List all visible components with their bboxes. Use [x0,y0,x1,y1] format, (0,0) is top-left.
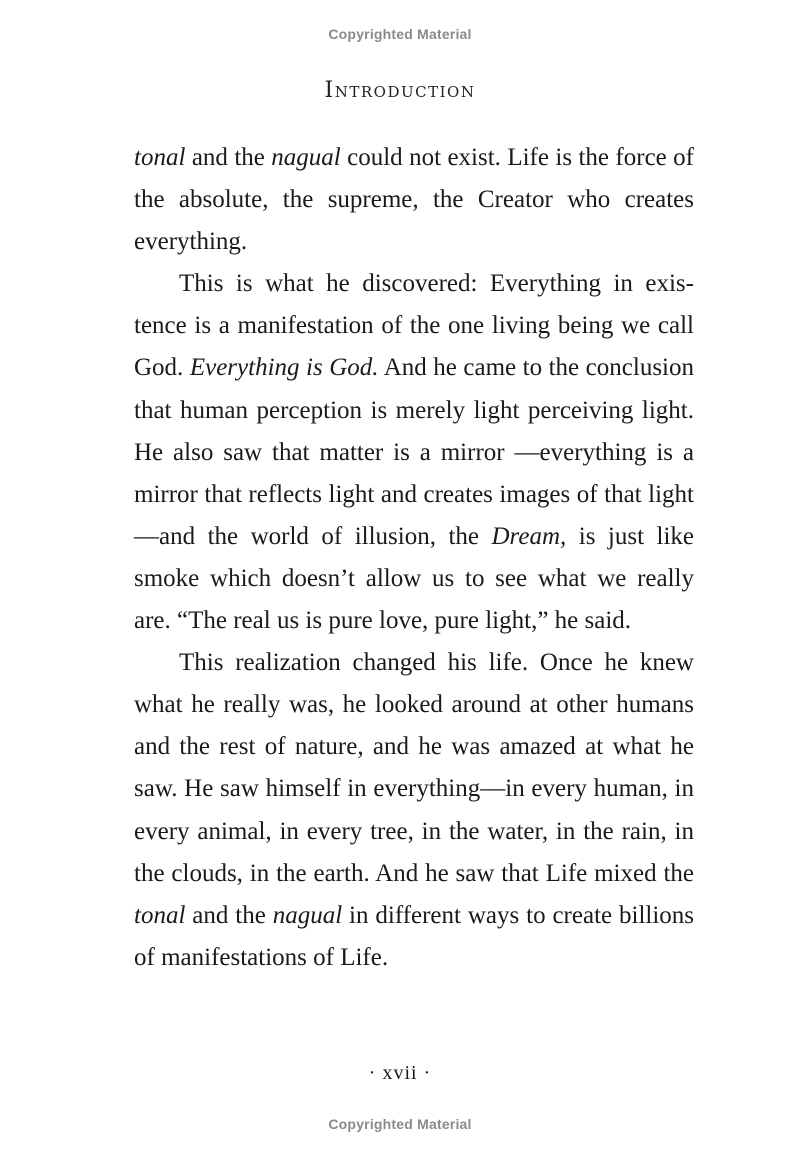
paragraph [134,263,694,642]
italic-text: Dream, [491,522,567,550]
text-run: and the [185,901,273,929]
italic-text: tonal [134,901,186,929]
text-run: could not exist. Life is the force of the absolute, the supreme, the Creator who creates everything. [134,144,694,256]
italic-text: nagual [272,901,343,929]
italic-text: Everything is God. [189,354,379,382]
body-text [134,137,694,979]
text-run: and the [185,144,272,171]
text-run: is just like smoke which doesn’t allow us to see what we really are. “The real us is pure love, pure light,” he said. [134,522,694,635]
paragraph [134,642,694,979]
italic-text: tonal [134,144,186,171]
paragraph [134,137,694,263]
page-number: · xvii · [368,1062,432,1084]
text-run: And he came to the conclusion that human perception is merely light perceiving light. He also saw that matter is a mirror —everything is a mirror that reflects light and creates images of that light—and the world of illusion, the [134,354,694,550]
copyright-watermark-bottom: Copyrighted Material [328,1116,472,1132]
text-run: This is what he discovered: Everything in existence is a manifestation of the one living being we call God. [134,270,694,382]
running-head: Introduction [324,78,476,103]
italic-text: nagual [271,144,341,171]
copyright-watermark-top: Copyrighted Material [328,26,472,42]
text-run: This realization changed his life. Once he knew what he really was, he looked around at other humans and the rest of nature, and he was amazed at what he saw. He saw himself in everything—in every human, in every animal, in every tree, in the water, in the rain, in the clouds, in the earth. And he saw that Life mixed the [134,649,694,887]
text-run: in different ways to create billions of manifestations of Life. [134,901,695,971]
